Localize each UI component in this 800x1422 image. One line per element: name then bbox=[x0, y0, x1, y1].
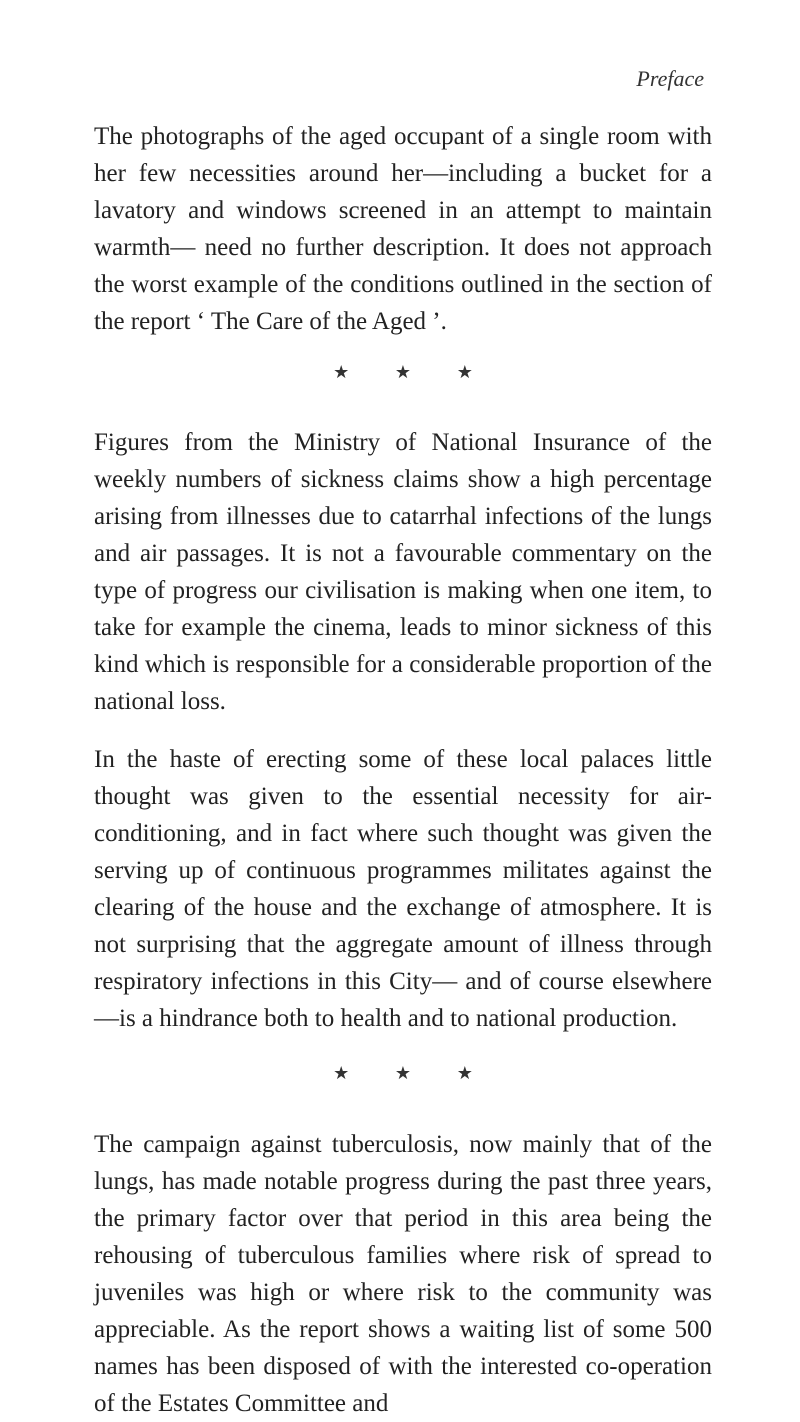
paragraph-tuberculosis-campaign: The campaign against tuberculosis, now mainly that of the lungs, has made notable progress during the past three years, the primary factor over that period in this area being the rehousing of tuberculous families where risk of spread to juveniles was high or where risk to the community was appreciable. As the report shows a waiting list of some 500 names has been disposed of with the interested co-operation of the Estates Committee and bbox=[94, 1131, 712, 1417]
section-break-stars: ★ ★ ★ bbox=[333, 1063, 493, 1084]
page-body bbox=[94, 118, 712, 1422]
running-head-title: Preface bbox=[636, 66, 704, 91]
section-break-stars: ★ ★ ★ bbox=[333, 362, 493, 383]
paragraph-local-palaces: In the haste of erecting some of these local palaces little thought was given to the essential necessity for air-conditioning, and in fact where such thought was given the serving up of continuous programmes militates against the clearing of the house and the exchange of atmosphere. It is not surprising that the aggregate amount of illness through respiratory infections in this City— and of course elsewhere—is a hindrance both to health and to national production. bbox=[94, 746, 712, 1032]
paragraph-aged-occupant: The photographs of the aged occupant of a single room with her few necessities around her—including a bucket for a lavatory and windows screened in an attempt to maintain warmth— need no further description. It does not approach the worst example of the conditions outlined in the section of the report ‘ The Care of the Aged ’. bbox=[94, 123, 712, 335]
paragraph-sickness-claims: Figures from the Ministry of National Insurance of the weekly numbers of sickness claims show a high percentage arising from illnesses due to catarrhal infections of the lungs and air passages. It is not a favourable commentary on the type of progress our civilisation is making when one item, to take for example the cinema, leads to minor sickness of this kind which is responsible for a considerable proportion of the national loss. bbox=[94, 429, 712, 715]
